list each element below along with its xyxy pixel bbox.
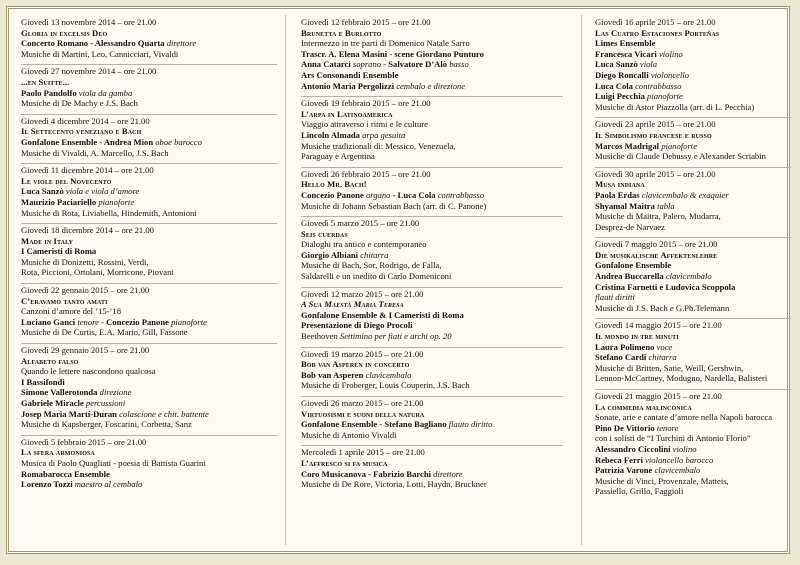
performer-role: clavicembalo & exaquier: [641, 189, 729, 200]
event-text: Passiello, Grillo, Faggioli: [595, 486, 684, 497]
event-title: A Sua Maestà Maria Teresa: [301, 299, 404, 310]
performer-name: Andrea Buccarella: [595, 271, 666, 282]
event-date: Giovedì 12 febbraio 2015 – ore 21.00: [301, 17, 431, 27]
event-line: [21, 377, 277, 388]
performer-name: Giorgio Albiani: [301, 249, 361, 260]
performer-role: violino: [658, 48, 683, 59]
performer-role: colascione e chit. battente: [119, 408, 209, 419]
program-sheet: [6, 6, 790, 554]
performer-role: contrabbasso: [437, 189, 485, 200]
event-line: [301, 370, 563, 381]
event-text: Paraguay e Argentina: [301, 151, 375, 162]
performer-role: percussioni: [85, 398, 126, 408]
event-line: [301, 260, 563, 271]
event-line: [21, 257, 277, 268]
event-line: [301, 320, 563, 331]
performer-name: Luca Cola: [595, 80, 636, 91]
performer-name: Lorenzo Tozzi: [21, 479, 75, 490]
event-text: Musiche di Martini, Leo, Cannicciari, Vivaldi: [21, 48, 179, 59]
event-text: Musica di Paolo Quagliati - poesia di Battista Guarini: [21, 457, 206, 468]
event-title: Brunetta e Burlotto: [301, 27, 382, 38]
concert-event: [301, 287, 563, 347]
performer-role: pianoforte: [98, 196, 135, 207]
event-text: Rota, Piccioni, Ortolani, Morricone, Piovani: [21, 267, 174, 278]
event-date: Giovedì 19 marzo 2015 – ore 21.00: [301, 348, 424, 359]
event-line: [21, 409, 277, 420]
performer-role: chitarra: [648, 352, 677, 363]
event-title: Seis cuerdas: [301, 228, 348, 239]
performer-role: violoncello: [650, 69, 690, 80]
event-text: Sonate, arie e cantate d’amore nella Napoli barocca: [595, 412, 773, 423]
performer-name: Shyamal Maitra: [595, 200, 658, 211]
concert-event: [21, 435, 277, 495]
event-title: Il Settecento veneziano e Bach: [21, 126, 142, 137]
performer-name: Concerto Romano - Alessandro Quarta: [21, 38, 167, 49]
performer-role: flauto diritto: [448, 419, 493, 430]
performer-role: cembalo e direzione: [396, 80, 466, 91]
event-line: [595, 342, 791, 353]
event-date: Giovedì 5 marzo 2015 – ore 21.00: [301, 218, 420, 229]
performer-name: - Luca Cola: [390, 189, 438, 200]
performer-role: viola e viola d’amore: [65, 186, 140, 197]
event-line: [21, 398, 277, 409]
event-date: Giovedì 27 novembre 2014 – ore 21.00: [21, 66, 157, 77]
performer-name: Coro Musicanova - Fabrizio Barchi: [301, 468, 434, 479]
performer-role: viola da gamba: [78, 87, 133, 98]
performer-name: - Salvatore D’Alò: [381, 59, 450, 70]
performer-name: Anna Catarci: [301, 59, 353, 70]
column-divider: [581, 15, 582, 545]
event-date: Giovedì 30 aprile 2015 – ore 21.00: [595, 168, 716, 179]
concert-event: [595, 117, 791, 166]
event-line: [595, 455, 791, 466]
event-title: Il Simbolismo francese e russo: [595, 129, 712, 140]
performer-role: pianoforte: [661, 140, 698, 151]
performer-role: voce: [656, 341, 673, 352]
event-text: Canzoni d’amore del ’15-’18: [21, 306, 121, 317]
performer-name: Patrizia Varone: [595, 465, 655, 476]
event-line: [21, 267, 277, 278]
event-line: [21, 306, 277, 317]
event-text: Desprez-de Narvaez: [595, 221, 665, 232]
event-text: Musiche di Donizetti, Rossini, Verdi,: [21, 256, 149, 267]
event-line: [21, 317, 277, 328]
event-line: [21, 479, 277, 490]
event-title: L’arpa in Latinoamerica: [301, 108, 393, 119]
event-line: [21, 148, 277, 159]
event-line: [595, 222, 791, 233]
event-title: Die musikalische Affektenlehre: [595, 249, 718, 260]
event-date: Giovedì 22 gennaio 2015 – ore 21.00: [21, 285, 150, 296]
concert-event: [21, 163, 277, 223]
performer-name: Ars Consonandi Ensemble: [301, 69, 399, 80]
performer-name: Luciano Ganci: [21, 316, 78, 327]
performer-name: Stefano Cardi: [595, 352, 649, 363]
concert-event: [301, 445, 563, 494]
event-text: Musiche di Johann Sebastian Bach (arr. di C. Panone): [301, 200, 487, 211]
event-text: Musiche di Maitra, Palero, Mudarra,: [595, 211, 721, 222]
event-title: Il mondo in tre minuti: [595, 331, 679, 342]
concert-event: [301, 96, 563, 167]
performer-role: violoncello barocco: [645, 454, 714, 465]
event-date: Giovedì 11 dicembre 2014 – ore 21.00: [21, 165, 154, 176]
event-line: [595, 292, 791, 303]
event-text: Lennon-McCartney, Modugno, Nardella, Balisteri: [595, 373, 768, 384]
event-text: Musiche di Bach, Sor, Rodrigo, de Falla,: [301, 260, 442, 271]
performer-role: direttore: [166, 38, 197, 49]
performer-name: Lincoln Almada: [301, 129, 363, 140]
event-title: ...en Suitte...: [21, 76, 70, 87]
column-divider: [285, 15, 286, 545]
performer-role: basso: [449, 59, 469, 70]
event-line: [595, 201, 791, 212]
event-date: Mercoledì 1 aprile 2015 – ore 21.00: [301, 447, 425, 458]
performer-role: organo: [365, 189, 391, 200]
event-date: Giovedì 7 maggio 2015 – ore 21.00: [595, 239, 718, 250]
event-line: [21, 137, 277, 148]
event-line: [595, 151, 791, 162]
event-line: [21, 186, 277, 197]
event-line: [301, 310, 563, 321]
event-title: Bob van Asperen in concerto: [301, 359, 410, 370]
performer-name: Luigi Pecchia: [595, 91, 648, 102]
performer-role: tenore: [77, 316, 99, 327]
performer-role: direzione: [99, 387, 132, 398]
event-line: [21, 458, 277, 469]
event-line: [21, 197, 277, 208]
event-text: Musiche di Vinci, Provenzale, Matteis,: [595, 475, 729, 486]
event-line: [301, 190, 563, 201]
event-line: [301, 250, 563, 261]
concert-event: [301, 167, 563, 216]
event-line: [301, 271, 563, 282]
event-line: [595, 211, 791, 222]
event-line: [595, 38, 791, 49]
event-text: Musiche di De Rore, Victoria, Lotti, Haydn, Bruckner: [301, 479, 487, 490]
event-line: [595, 141, 791, 152]
concert-event: [301, 396, 563, 445]
event-date: Giovedì 14 maggio 2015 – ore 21.00: [595, 320, 722, 331]
event-line: [595, 444, 791, 455]
performer-name: Rebeca Ferri: [595, 454, 646, 465]
event-line: [301, 70, 563, 81]
event-text: Musiche di J.S. Bach e G.Ph.Telemann: [595, 302, 730, 313]
performer-role: pianoforte: [647, 91, 683, 102]
event-line: [301, 469, 563, 480]
performer-name: Romabarocca Ensemble: [21, 468, 110, 479]
performer-name: Alessandro Ciccolini: [595, 443, 673, 454]
event-line: [595, 59, 791, 70]
event-text: Saldarelli e un inedito di Carlo Domeniconi: [301, 271, 452, 282]
event-line: [595, 412, 791, 423]
performer-name: Gonfalone Ensemble: [595, 260, 672, 271]
performer-name: - Concezio Panone: [99, 316, 172, 327]
event-line: [21, 419, 277, 430]
event-line: [595, 433, 791, 444]
performer-name: I Cameristi di Roma: [21, 246, 97, 257]
event-line: [301, 201, 563, 212]
event-date: Giovedì 21 maggio 2015 – ore 21.00: [595, 391, 722, 401]
performer-name: Limes Ensemble: [595, 38, 656, 49]
event-text: Musiche di Britten, Satie, Weill, Gershwin,: [595, 362, 744, 373]
event-text: con i solisti de “I Turchini di Antonio Florio”: [595, 433, 751, 444]
concert-event: [21, 283, 277, 343]
performer-role: clavicembalo: [665, 271, 712, 282]
event-line: [301, 141, 563, 152]
event-line: [301, 130, 563, 141]
concert-event: [21, 343, 277, 435]
event-text: Musiche di Antonio Vivaldi: [301, 429, 397, 440]
program-column-1: [21, 17, 277, 547]
performer-role: pianoforte: [171, 316, 207, 327]
event-line: [595, 476, 791, 487]
event-line: [21, 208, 277, 219]
concert-event: [595, 17, 791, 117]
event-title: Gloria in excelsis Deo: [21, 27, 108, 38]
event-date: Giovedì 16 aprile 2015 – ore 21.00: [595, 17, 716, 27]
event-line: [595, 49, 791, 60]
concert-event: [21, 223, 277, 283]
performer-name: Gonfalone Ensemble & I Cameristi di Roma: [301, 309, 464, 320]
event-line: [595, 465, 791, 476]
performer-role: direttore: [433, 468, 463, 479]
event-title: La sfera armoniosa: [21, 447, 95, 458]
event-title: Musa indiana: [595, 179, 645, 190]
performer-role: clavicembalo: [365, 369, 412, 380]
event-date: Giovedì 26 marzo 2015 – ore 21.00: [301, 398, 424, 408]
event-line: [21, 246, 277, 257]
event-line: [595, 271, 791, 282]
concert-event: [595, 237, 791, 318]
event-line: [301, 430, 563, 441]
performer-name: Antonio Maria Pergolizzi: [301, 80, 397, 91]
program-column-3: [595, 17, 791, 547]
event-line: [21, 387, 277, 398]
performer-role: flauti diritti: [595, 292, 635, 303]
event-line: [21, 98, 277, 109]
performer-role: viola: [639, 59, 658, 70]
event-title: Le viole del Novecento: [21, 175, 112, 186]
event-text: Quando le lettere nascondono qualcosa: [21, 366, 156, 377]
performer-role: clavicembalo: [654, 465, 701, 476]
event-date: Giovedì 26 febbraio 2015 – ore 21.00: [301, 168, 431, 179]
event-line: [595, 102, 791, 113]
performer-role: violino: [672, 443, 697, 454]
performer-name: Gonfalone Ensemble - Andrea Mion: [21, 136, 156, 147]
event-line: [595, 190, 791, 201]
event-line: [301, 239, 563, 250]
event-date: Giovedì 29 gennaio 2015 – ore 21.00: [21, 345, 150, 356]
event-line: [595, 423, 791, 434]
performer-name: Cristina Farnetti e Ludovica Scoppola: [595, 281, 736, 292]
event-line: [595, 91, 791, 102]
event-date: Giovedì 18 dicembre 2014 – ore 21.00: [21, 225, 154, 236]
event-title: Hello Mr. Bach!: [301, 179, 367, 190]
event-line: [21, 88, 277, 99]
event-line: [21, 38, 277, 49]
event-title: Virtuosismi e suoni della natura: [301, 408, 425, 419]
performer-name: Paolo Pandolfo: [21, 87, 79, 98]
performer-name: Paola Erdas: [595, 189, 642, 200]
performer-name: Maurizio Paciariello: [21, 196, 99, 207]
event-line: [301, 49, 563, 60]
event-text: Beethoven: [301, 331, 340, 342]
performer-name: I Bassifondi: [21, 376, 65, 387]
event-line: [301, 38, 563, 49]
event-line: [21, 469, 277, 480]
performer-role: chitarra: [360, 249, 389, 260]
event-line: [595, 303, 791, 314]
concert-event: [595, 389, 791, 502]
performer-name: Luca Sanzò: [21, 186, 66, 197]
event-text: Musiche di Kapsberger, Foscarini, Corbetta, Sanz: [21, 419, 192, 430]
event-text: Musiche di Claude Debussy e Alexander Scriabin: [595, 151, 766, 162]
event-line: [301, 331, 563, 342]
performer-name: Laura Polimeno: [595, 341, 657, 352]
performer-name: Josep Maria Martí-Duran: [21, 408, 120, 419]
performer-name: Diego Roncalli: [595, 69, 651, 80]
event-line: [21, 327, 277, 338]
performer-role: arpa gesuita: [362, 129, 406, 140]
program-column-2: [301, 17, 563, 547]
event-date: Giovedì 4 dicembre 2014 – ore 21.00: [21, 115, 150, 126]
event-date: Giovedì 5 febbraio 2015 – ore 21.00: [21, 436, 147, 447]
event-line: [595, 486, 791, 497]
performer-role: maestro al cembalo: [74, 479, 143, 490]
performer-name: Bob van Asperen: [301, 369, 366, 380]
event-text: Dialoghi tra antico e contemporaneo: [301, 239, 427, 250]
event-line: [301, 151, 563, 162]
performer-name: Francesca Vicari: [595, 48, 659, 59]
event-title: Made in Italy: [21, 235, 74, 246]
performer-role: Settimino per fiati e archi op. 20: [339, 331, 452, 342]
performer-name: Gabriele Miracle: [21, 398, 86, 408]
concert-event: [301, 347, 563, 396]
event-text: Musiche di Froberger, Louis Couperin, J.S. Bach: [301, 380, 470, 391]
event-line: [595, 282, 791, 293]
event-date: Giovedì 23 aprile 2015 – ore 21.00: [595, 119, 716, 130]
performer-name: Concezio Panone: [301, 189, 366, 200]
event-line: [595, 260, 791, 271]
performer-role: oboe barocco: [155, 136, 202, 147]
performer-name: Gonfalone Ensemble - Stefano Bagliano: [301, 419, 449, 430]
event-line: [21, 366, 277, 377]
performer-role: tenore: [656, 422, 679, 433]
concert-event: [301, 216, 563, 287]
performer-name: Pino De Vittorio: [595, 422, 657, 433]
event-title: Las Cuatro Estaciones Porteñas: [595, 27, 720, 38]
performer-name: Presentazione di Diego Procoli: [301, 320, 413, 331]
event-line: [301, 419, 563, 430]
event-line: [595, 352, 791, 363]
concert-event: [595, 167, 791, 238]
event-line: [595, 373, 791, 384]
concert-event: [595, 318, 791, 389]
concert-event: [21, 114, 277, 163]
event-text: Musiche di Rota, Liviabella, Hindemith, Antonioni: [21, 207, 197, 218]
performer-name: Simone Vallerotonda: [21, 387, 100, 398]
concert-event: [21, 17, 277, 64]
performer-role: tabla: [657, 200, 675, 211]
event-title: La commedia malinconica: [595, 401, 692, 412]
event-line: [301, 81, 563, 92]
event-date: Giovedì 19 febbraio 2015 – ore 21.00: [301, 98, 431, 109]
concert-event: [21, 64, 277, 113]
event-title: L’affresco si fa musica: [301, 457, 388, 468]
performer-role: soprano: [352, 59, 382, 70]
performer-role: contrabbasso: [635, 80, 682, 91]
event-text: Musiche di Vivaldi, A. Marcello, J.S. Bach: [21, 147, 169, 158]
performer-name: Luca Sanzò: [595, 59, 640, 70]
event-text: Musiche tradizionali di: Messico, Venezuela,: [301, 140, 456, 151]
event-line: [21, 49, 277, 60]
performer-name: Marcos Madrigal: [595, 140, 662, 151]
event-text: Intermezzo in tre parti di Domenico Natale Sarro: [301, 38, 470, 49]
event-line: [595, 81, 791, 92]
event-title: C’eravamo tanto amati: [21, 295, 108, 306]
event-date: Giovedì 12 marzo 2015 – ore 21.00: [301, 288, 424, 299]
event-line: [301, 59, 563, 70]
event-date: Giovedì 13 novembre 2014 – ore 21.00: [21, 17, 157, 27]
performer-name: Trascr. A. Elena Masini - scene Giordano Punturo: [301, 48, 484, 59]
event-title: Alfabeto falso: [21, 355, 79, 366]
event-text: Musiche di De Curtis, E.A. Mario, Gill, Fassone: [21, 327, 188, 338]
event-text: Musiche di De Machy e J.S. Bach: [21, 98, 138, 109]
event-text: Musiche di Astor Piazzolla (arr. di L. Pecchia): [595, 101, 755, 112]
event-line: [595, 363, 791, 374]
event-text: Viaggio attraverso i ritmi e le culture: [301, 119, 428, 130]
event-line: [301, 119, 563, 130]
event-line: [301, 479, 563, 490]
concert-event: [301, 17, 563, 96]
event-line: [595, 70, 791, 81]
event-line: [301, 380, 563, 391]
